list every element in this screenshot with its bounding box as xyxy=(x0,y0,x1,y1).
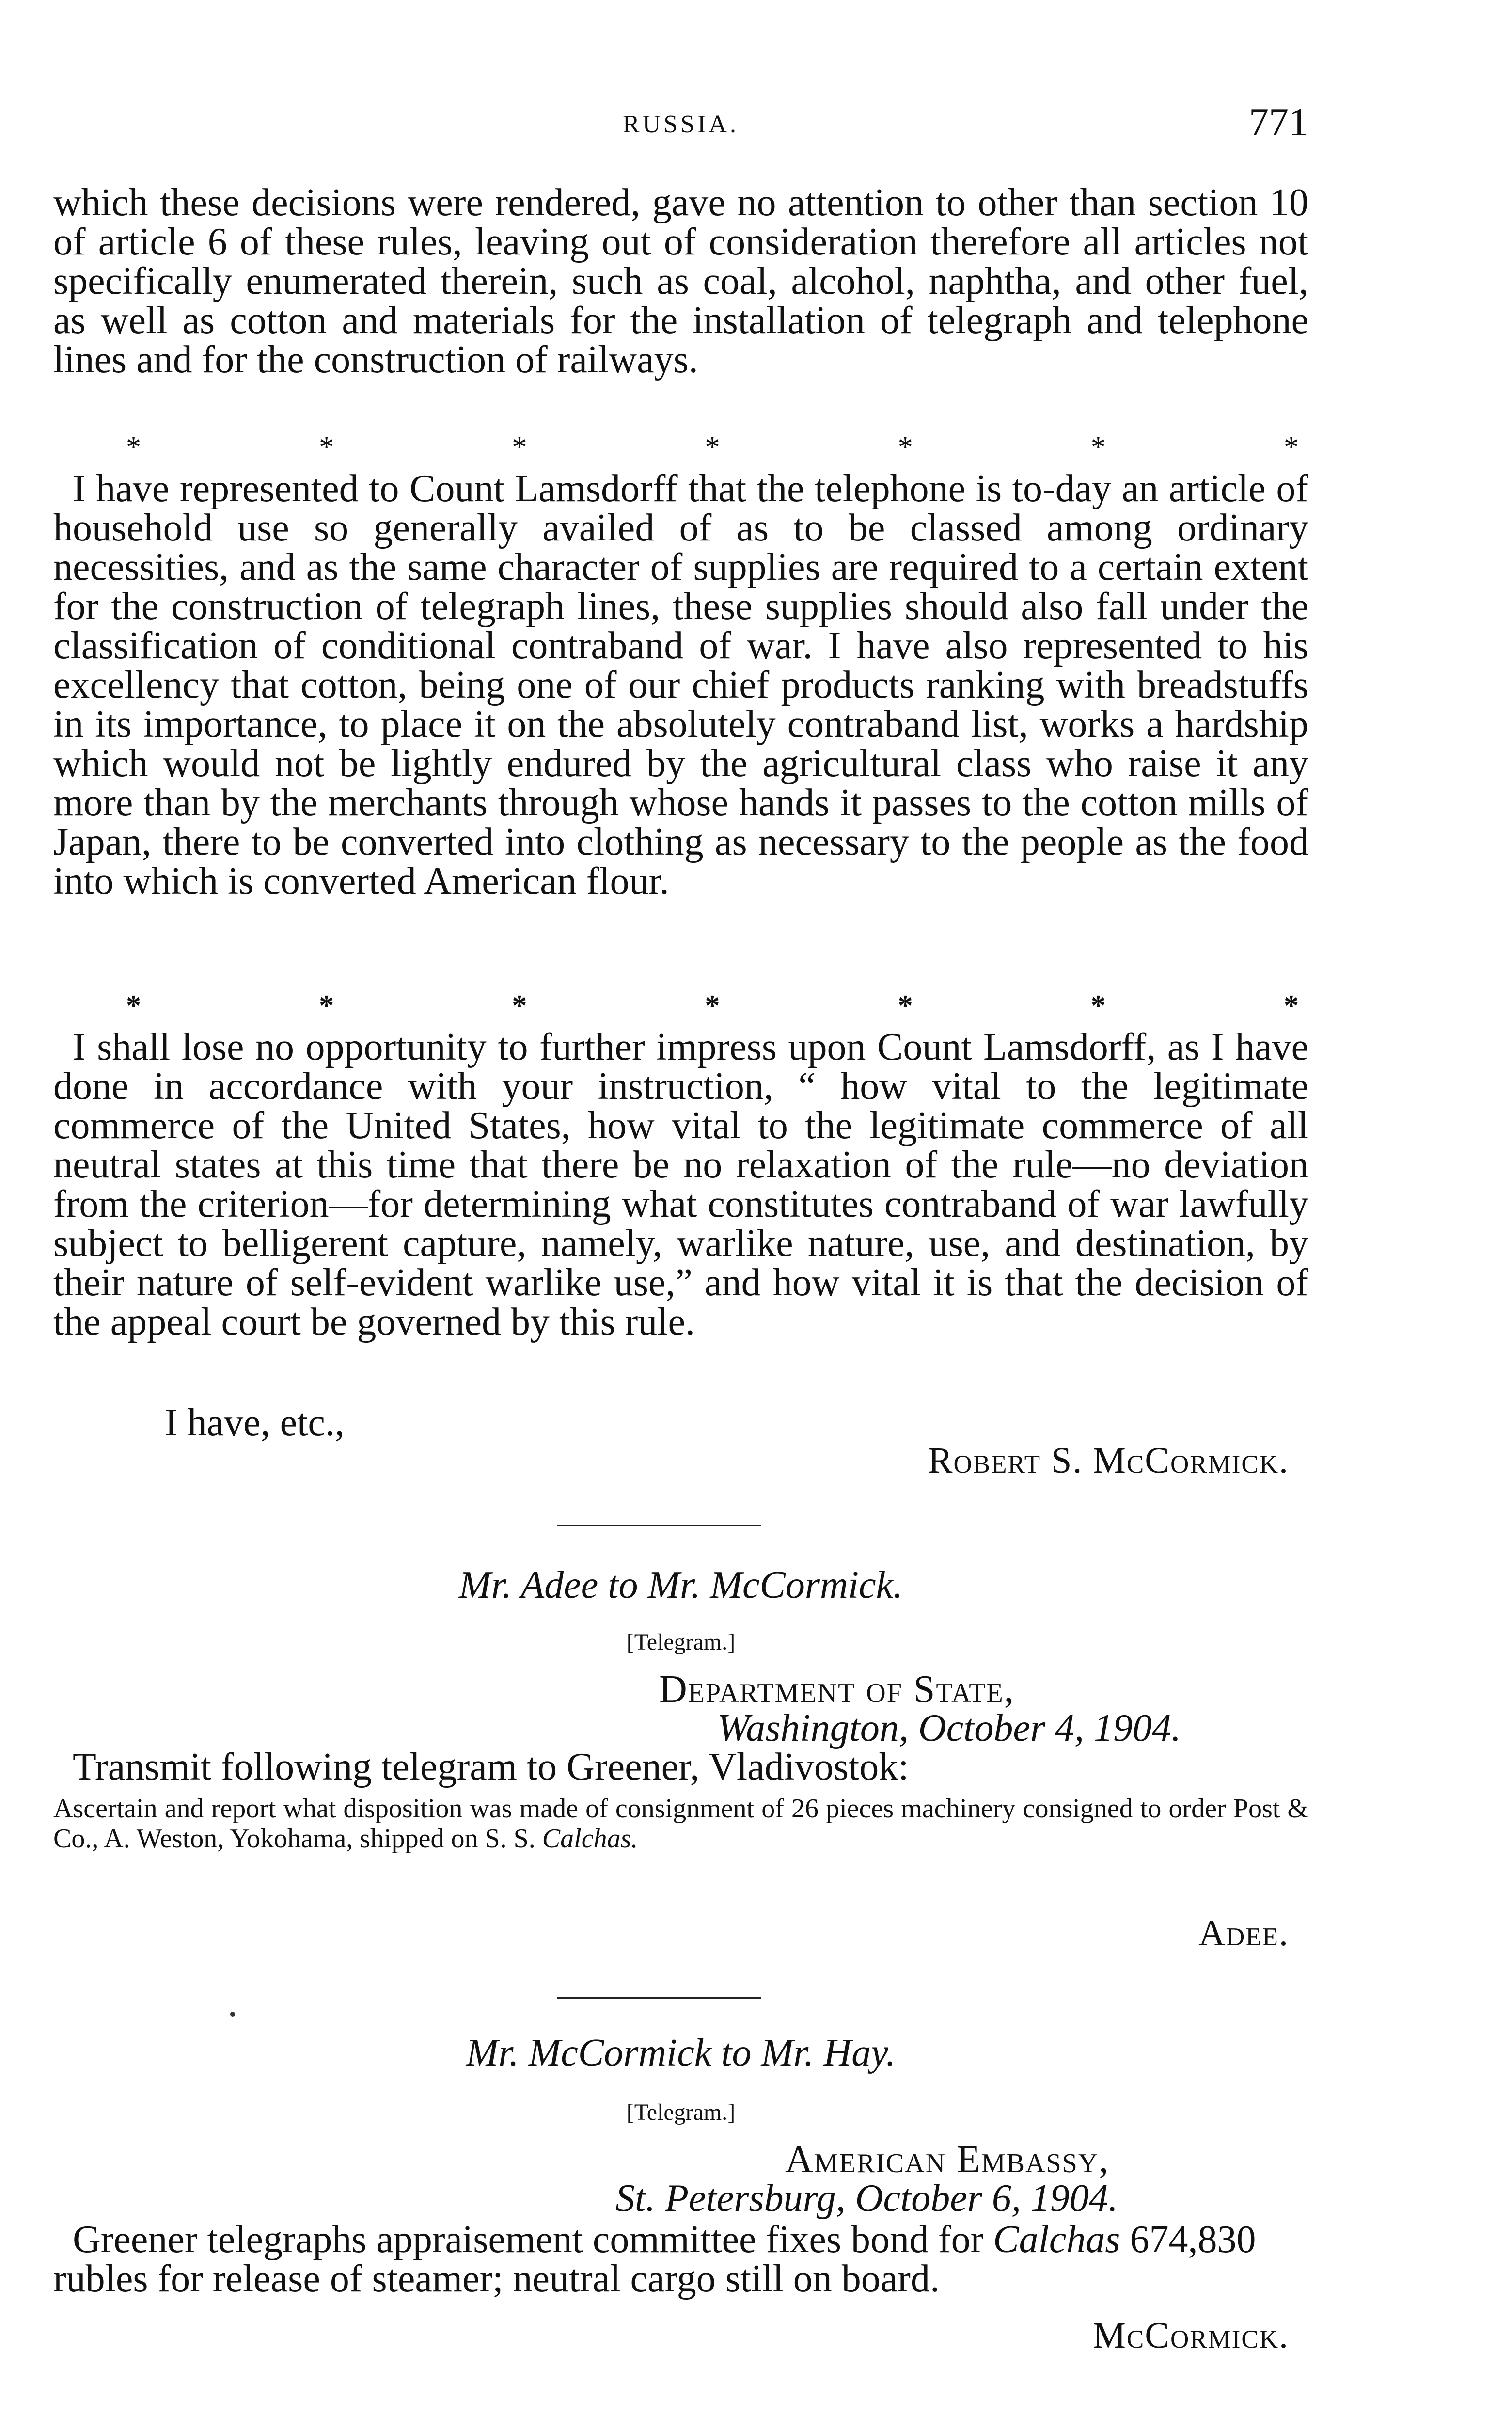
star: * xyxy=(126,431,141,464)
sender-department: Department of State, xyxy=(659,1668,1015,1711)
paragraph-continuation: which these decisions were rendered, gave no attention to other than section 10 of article 6 of these rules, leaving out of consideration therefore all articles not specifically enumerated therein, such as coal, alcohol, naphtha, and other fuel, as well as cotton and materials for the installation of telegraph and telephone lines and for the construction of railways. xyxy=(53,181,1308,381)
telegram-message-text: Ascertain and report what disposition was made of consignment of 26 pieces machinery consigned to order Post & Co., A. Weston, Yokohama, shipped on S. S. xyxy=(53,1794,1308,1854)
signature-mccormick-final: McCormick. xyxy=(1093,2315,1289,2356)
signature-mccormick: Robert S. McCormick. xyxy=(928,1440,1289,1481)
star: * xyxy=(1283,431,1299,464)
stray-mark xyxy=(230,2012,235,2017)
star: * xyxy=(1090,431,1106,464)
instruction-line: Transmit following telegram to Greener, Vladivostok: xyxy=(73,1746,909,1788)
running-title: RUSSIA. xyxy=(623,111,739,138)
running-head xyxy=(53,99,1308,153)
section-divider xyxy=(557,1525,761,1526)
place-date-st-petersburg: St. Petersburg, October 6, 1904. xyxy=(615,2177,1118,2220)
star: * xyxy=(126,989,141,1022)
telegram-message xyxy=(53,1794,1308,1854)
closing-line: I have, etc., xyxy=(165,1401,345,1444)
letter-heading-adee: Mr. Adee to Mr. McCormick. xyxy=(458,1564,903,1606)
paragraph-impress-lamsdorff: I shall lose no opportunity to further impress upon Count Lamsdorff, as I have done in accordance with your instruction, “ how vital to the legitimate commerce of the United States, how vital to the legitimate commerce of all neutral states at this time that there be no relaxation of the rule—no deviation from the criterion—for determining what constitutes contraband of war lawfully subject to belligerent capture, namely, warlike nature, use, and destination, by their nature of self-evident warlike use,” and how vital it is that the decision of the appeal court be governed by this rule. xyxy=(53,1026,1308,1343)
sender-embassy: American Embassy, xyxy=(785,2138,1110,2181)
star: * xyxy=(319,989,334,1022)
ship-name: Calchas xyxy=(993,2218,1120,2261)
document-page xyxy=(53,0,1308,2416)
page-number: 771 xyxy=(1249,100,1308,144)
letter-heading-mccormick: Mr. McCormick to Mr. Hay. xyxy=(466,2032,896,2074)
star: * xyxy=(512,989,527,1022)
section-divider xyxy=(557,1997,761,1999)
place-date-washington: Washington, October 4, 1904. xyxy=(717,1707,1181,1749)
star: * xyxy=(1283,989,1299,1022)
star: * xyxy=(705,431,720,464)
star: * xyxy=(898,989,913,1022)
paragraph-greener-bond xyxy=(53,2220,1308,2299)
paragraph-telephone-cotton: I have represented to Count Lamsdorff that the telephone is to-day an article of household use so generally availed of as to be classed among ordinary necessities, and as the same character of supplies are required to a certain extent for the construction of telegraph lines, these supplies should also fall under the classification of conditional contraband of war. I have also represented to his excellency that cotton, being one of our chief products ranking with breadstuffs in its importance, to place it on the absolutely contraband list, works a hardship which would not be lightly endured by the agricultural class who raise it any more than by the merchants through whose hands it passes to the cotton mills of Japan, there to be converted into clothing as necessary to the people as the food into which is converted American flour. xyxy=(53,467,1308,903)
bond-text-after: 674,830 rubles for release of steamer; neutral cargo still on board. xyxy=(53,2218,1256,2300)
ellipsis-stars-1 xyxy=(126,430,1299,465)
star: * xyxy=(898,431,913,464)
star: * xyxy=(512,431,527,464)
telegram-label: [Telegram.] xyxy=(626,2099,736,2125)
signature-adee: Adee. xyxy=(1198,1913,1289,1954)
ship-name: Calchas. xyxy=(542,1824,638,1854)
star: * xyxy=(1090,989,1106,1022)
ellipsis-stars-2 xyxy=(126,989,1299,1023)
bond-text-before: Greener telegraphs appraisement committee fixes bond for xyxy=(73,2218,984,2261)
star: * xyxy=(319,431,334,464)
star: * xyxy=(705,989,720,1022)
telegram-label: [Telegram.] xyxy=(626,1629,736,1655)
